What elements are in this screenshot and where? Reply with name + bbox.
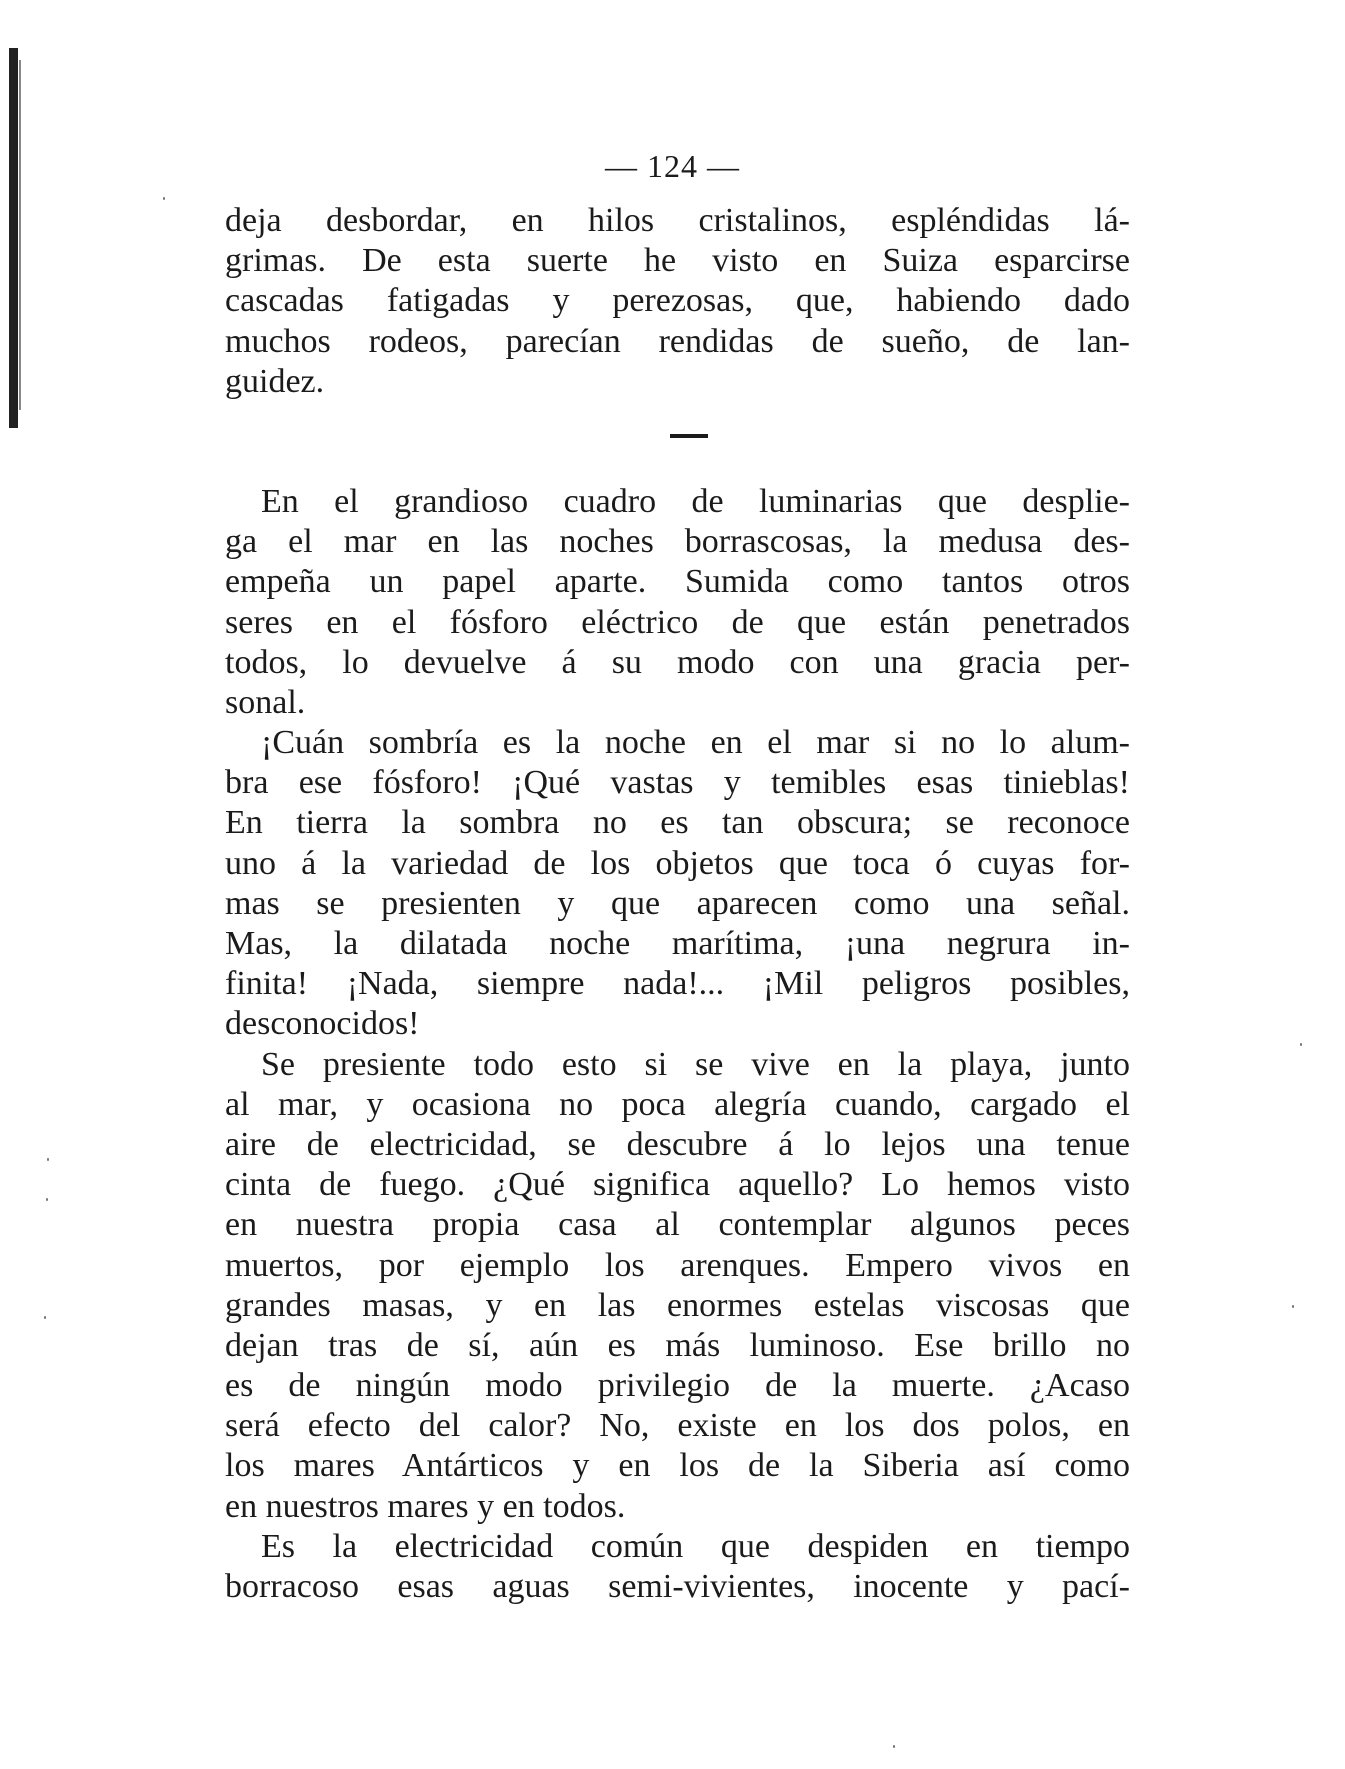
text-line: seres en el fósforo eléctrico de que están penetrados [225, 603, 1130, 641]
text-line: Se presiente todo esto si se vive en la playa, junto [261, 1045, 1130, 1083]
text-line: al mar, y ocasiona no poca alegría cuando, cargado el [225, 1085, 1130, 1123]
text-line: desconocidos! [225, 1005, 420, 1043]
text-line: ¡Cuán sombría es la noche en el mar si no lo alum- [261, 724, 1130, 762]
text-line: sonal. [225, 683, 306, 721]
text-line: bra ese fósforo! ¡Qué vastas y temibles esas tinieblas! [225, 764, 1130, 802]
text-line: dejan tras de sí, aún es más luminoso. Ese brillo no [225, 1326, 1130, 1364]
scan-speck [44, 1316, 46, 1319]
page-number: — 124 — [605, 148, 740, 184]
scan-speck [893, 1745, 895, 1748]
text-line: guidez. [225, 362, 325, 400]
text-line: será efecto del calor? No, existe en los dos polos, en [225, 1407, 1130, 1445]
text-line: uno á la variedad de los objetos que toca ó cuyas for- [225, 844, 1130, 882]
text-line: empeña un papel aparte. Sumida como tantos otros [225, 563, 1130, 601]
text-line: en nuestra propia casa al contemplar algunos peces [225, 1206, 1130, 1244]
text-line: cascadas fatigadas y perezosas, que, habiendo dado [225, 282, 1130, 320]
text-line: muchos rodeos, parecían rendidas de sueño, de lan- [225, 322, 1130, 360]
section-break [225, 402, 1130, 482]
text-line: muertos, por ejemplo los arenques. Empero vivos en [225, 1246, 1130, 1284]
text-line: deja desbordar, en hilos cristalinos, espléndidas lá- [225, 202, 1130, 239]
text-line: mas se presienten y que aparecen como una señal. [225, 884, 1130, 922]
binding-shadow [9, 48, 18, 428]
text-line: es de ningún modo privilegio de la muerte. ¿Acaso [225, 1367, 1130, 1405]
scan-speck [1292, 1305, 1294, 1308]
text-line: grimas. De esta suerte he visto en Suiza esparcirse [225, 242, 1130, 280]
text-line: en nuestros mares y en todos. [225, 1487, 626, 1525]
scan-speck [163, 197, 165, 200]
text-line: aire de electricidad, se descubre á lo lejos una tenue [225, 1125, 1130, 1163]
text-line: finita! ¡Nada, siempre nada!... ¡Mil peligros posibles, [225, 965, 1130, 1003]
section-dash [670, 434, 708, 438]
text-line: Mas, la dilatada noche marítima, ¡una negrura in- [225, 925, 1130, 962]
text-line: cinta de fuego. ¿Qué significa aquello? Lo hemos visto [225, 1166, 1130, 1204]
scan-speck [47, 1158, 49, 1161]
text-line: todos, lo devuelve á su modo con una gracia per- [225, 643, 1130, 681]
binding-shadow-edge [19, 60, 21, 410]
text-line: En el grandioso cuadro de luminarias que desplie- [261, 482, 1130, 520]
text-line: ga el mar en las noches borrascosas, la medusa des- [225, 523, 1130, 561]
binding-edge [0, 40, 42, 430]
text-line: Es la electricidad común que despiden en tiempo [261, 1527, 1130, 1565]
text-line: grandes masas, y en las enormes estelas viscosas que [225, 1286, 1130, 1324]
scan-speck [46, 1198, 48, 1201]
text-line: En tierra la sombra no es tan obscura; se reconoce [225, 804, 1130, 842]
body-text [225, 201, 1130, 1607]
scan-speck [1300, 1043, 1302, 1046]
text-line: los mares Antárticos y en los de la Siberia así como [225, 1447, 1130, 1485]
text-line: borracoso esas aguas semi-vivientes, inocente y pací- [225, 1568, 1130, 1605]
